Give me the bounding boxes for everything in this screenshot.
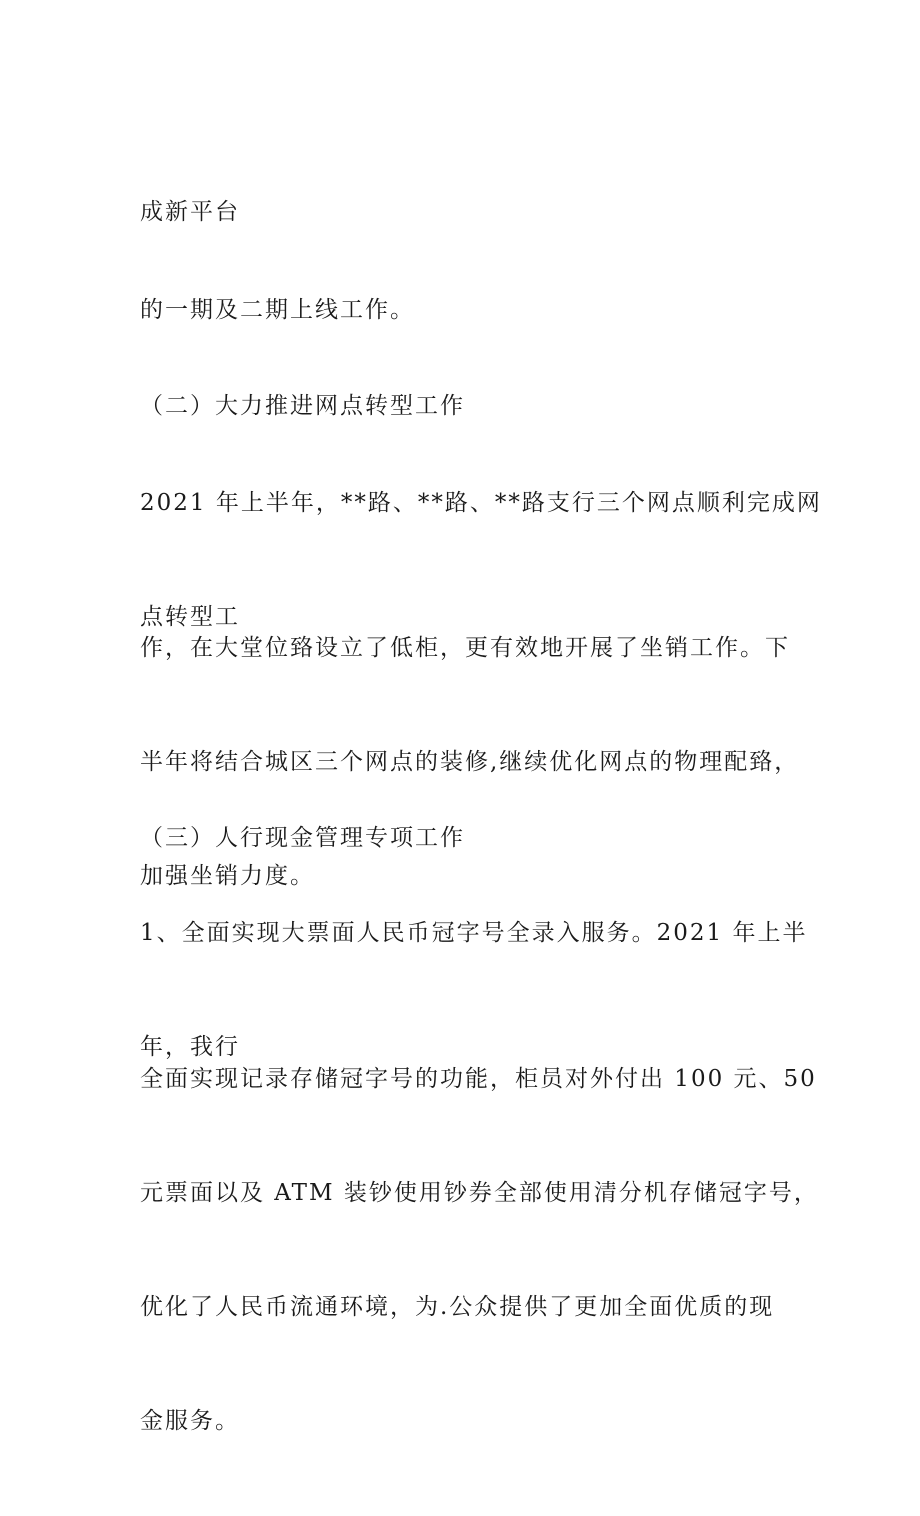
text-line: 作，在大堂位臵设立了低柜，更有效地开展了坐销工作。下: [140, 635, 790, 661]
text-line: 2021 年上半年，**路、**路、**路支行三个网点顺利完成网: [140, 490, 822, 516]
heading-text: （二）大力推进网点转型工作: [140, 393, 465, 419]
text-line: 点转型工: [140, 604, 240, 630]
heading-text: （三）人行现金管理专项工作: [140, 825, 465, 851]
text-line: 半年将结合城区三个网点的装修,继续优化网点的物理配臵，: [140, 749, 800, 775]
text-line: 1、全面实现大票面人民币冠字号全录入服务。2021 年上半: [140, 920, 808, 946]
text-line: 金服务。: [140, 1408, 240, 1434]
text-line: 全面实现记录存储冠字号的功能，柜员对外付出 100 元、50: [140, 1066, 817, 1092]
text-line: 成新平台: [140, 199, 240, 225]
text-line: 的一期及二期上线工作。: [140, 297, 415, 323]
text-line: 元票面以及 ATM 装钞使用钞券全部使用清分机存储冠字号，: [140, 1180, 819, 1206]
text-line: 年，我行: [140, 1034, 240, 1060]
text-line: 优化了人民币流通环境，为.公众提供了更加全面优质的现: [140, 1294, 775, 1320]
text-line: 加强坐销力度。: [140, 863, 315, 889]
paragraph-6: [140, 984, 819, 1516]
